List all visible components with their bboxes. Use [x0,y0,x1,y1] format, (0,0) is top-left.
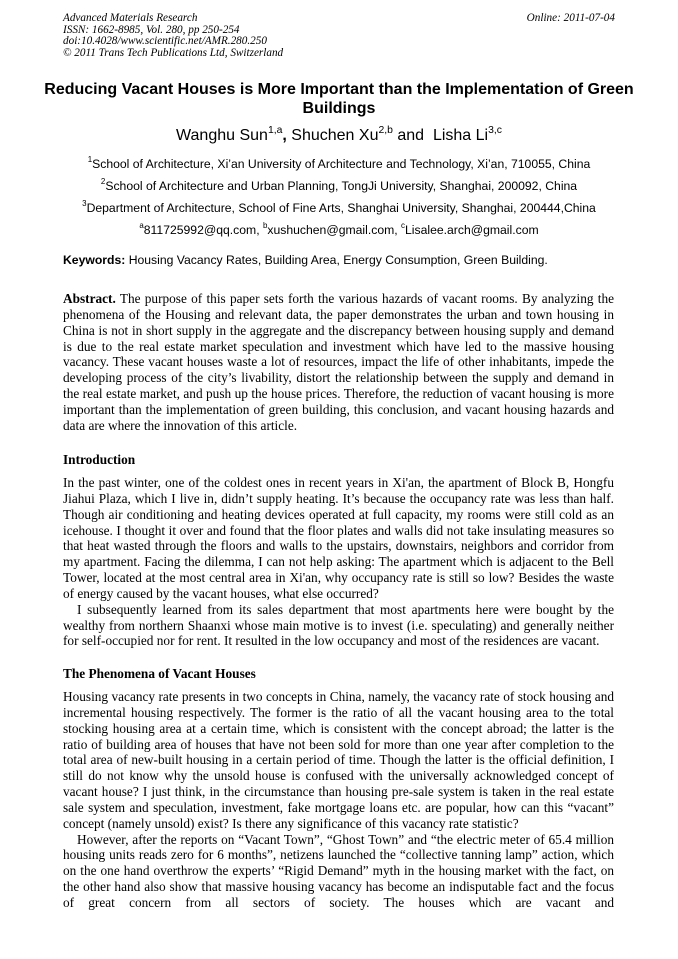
journal-header [63,13,283,59]
email-text: Lisalee.arch@gmail.com [405,223,539,237]
affiliation-text: School of Architecture, Xi’an University of Architecture and Technology, Xi’an, 710055, China [92,157,591,171]
author-name: Lisha Li [432,127,489,144]
abstract-label: Abstract. [63,291,116,306]
paragraph: I subsequently learned from its sales department that most apartments here were bought by the wealthy from northern Shaanxi whose main motive is to invest (i.e. speculating) and generally neither for self-occupied nor for rent. It resulted in the low occupancy and most of the residences are vacant. [63,601,614,649]
affiliation-3 [40,197,638,219]
author-list [40,126,638,146]
author-separator: and [392,127,433,144]
author-affil-mark: 1,a [267,124,283,136]
author-emails [40,219,638,241]
paragraph: However, after the reports on “Vacant Town”, “Ghost Town” and “the electric meter of 65.4 million housing units reads zero for 6 months”, netizens launched the “collective tanning lamp” action, which on the one hand overthrow the experts’ “Rigid Demand” myth in the housing market with the fact, on the other hand also show that massive housing vacancy has become an indisputable fact and the focus of great concern from all sectors of society. The houses which are vacant and [63,831,614,910]
issn-line: ISSN: 1662-8985, Vol. 280, pp 250-254 [63,23,240,36]
introduction-body [63,475,614,649]
keywords-label: Keywords: [63,253,126,267]
doi-line: doi:10.4028/www.scientific.net/AMR.280.250 [63,35,267,48]
keywords [63,253,623,268]
paragraph: Housing vacancy rate presents in two concepts in China, namely, the vacancy rate of stock housing and incremental housing respectively. The former is the ratio of all the vacant housing area to the total stocking housing area at a certain time, which is consistent with the concept abroad; the latter is the ratio of building area of houses that have not been sold for more than one year after completion to the total area of new-built housing in a certain period of time. Though the latter is the official definition, I still do not know why the unsold house is confused with the universally acknowledged concept of vacant house? I just think, in the circumstance than housing pre-sale system is taken in the real estate sale system and speculation, investment, fake mortgage loans etc. are popular, how can this “vacant” concept (namely unsold) exist? Is there any significance of this vacancy rate statistic? [63,689,614,831]
affiliation-mark: 3 [82,199,87,209]
author-name: Shuchen Xu [291,127,379,144]
author-affil-mark: 2,b [378,124,393,136]
affiliation-mark: 2 [100,177,106,187]
author-name: Wanghu Sun [176,127,268,144]
section-heading-phenomena: The Phenomena of Vacant Houses [63,666,256,681]
email-text: xushuchen@gmail.com, [267,223,402,237]
journal-name: Advanced Materials Research [63,12,198,24]
email-text: 811725992@qq.com, [143,223,263,237]
affiliation-1 [40,153,638,175]
abstract-text: The purpose of this paper sets forth the various hazards of vacant rooms. By analyzing the phenomena of the Housing and relevant data, the paper demonstrates the urban and town housing in China is not in short supply in the aggregate and the discrepancy between housing supply and demand is due to the real estate market speculation and investment which have led to the massive housing vacancy. These vacant houses waste a lot of resources, impact the life of other inhabitants, impede the developing process of the city’s livability, distort the relationship between the supply and demand in the real estate market, and push up the house prices. Therefore, the reduction of vacant housing is more important than the implementation of green building, this conclusion, and vacant housing hazards and data are where the innovation of this article. [63,291,614,433]
email-mark: a [139,221,144,231]
affiliation-text: School of Architecture and Urban Planning, TongJi University, Shanghai, 200092, China [105,179,578,193]
keywords-text: Housing Vacancy Rates, Building Area, Energy Consumption, Green Building. [125,253,548,267]
affiliation-text: Department of Architecture, School of Fine Arts, Shanghai University, Shanghai, 200444,China [86,201,596,215]
online-date: Online: 2011-07-04 [526,12,615,24]
affiliations [40,153,638,241]
paper-title: Reducing Vacant Houses is More Important than the Implementation of Green Buildings [44,81,634,117]
affiliation-2 [40,175,638,197]
abstract [63,291,614,434]
author-affil-mark: 3,c [488,124,502,136]
author-separator: , [282,127,292,144]
affiliation-mark: 1 [87,155,93,165]
email-mark: b [262,221,268,231]
email-mark: c [401,221,405,231]
copyright-line: © 2011 Trans Tech Publications Ltd, Switzerland [63,46,284,59]
paragraph: In the past winter, one of the coldest ones in recent years in Xi'an, the apartment of Block B, Hongfu Jiahui Plaza, which I live in, didn’t supply heating. It’s because the occupancy rate was less than half. Though air conditioning and heating devices operated at full capacity, my rooms were still cold as an icehouse. I thought it over and found that the floor plates and walls did not take insulating measures so that heat wasted through the floors and walls to the upstairs, downstairs, neighbors and corridor from my apartment. Facing the dilemma, I can not help asking: The apartment which is adjacent to the Bell Tower, located at the most central area in Xi'an, why occupancy rate is still so low? Besides the waste of energy caused by the vacant houses, what else occurred? [63,475,614,601]
section-heading-introduction: Introduction [63,452,136,467]
phenomena-body [63,689,614,911]
